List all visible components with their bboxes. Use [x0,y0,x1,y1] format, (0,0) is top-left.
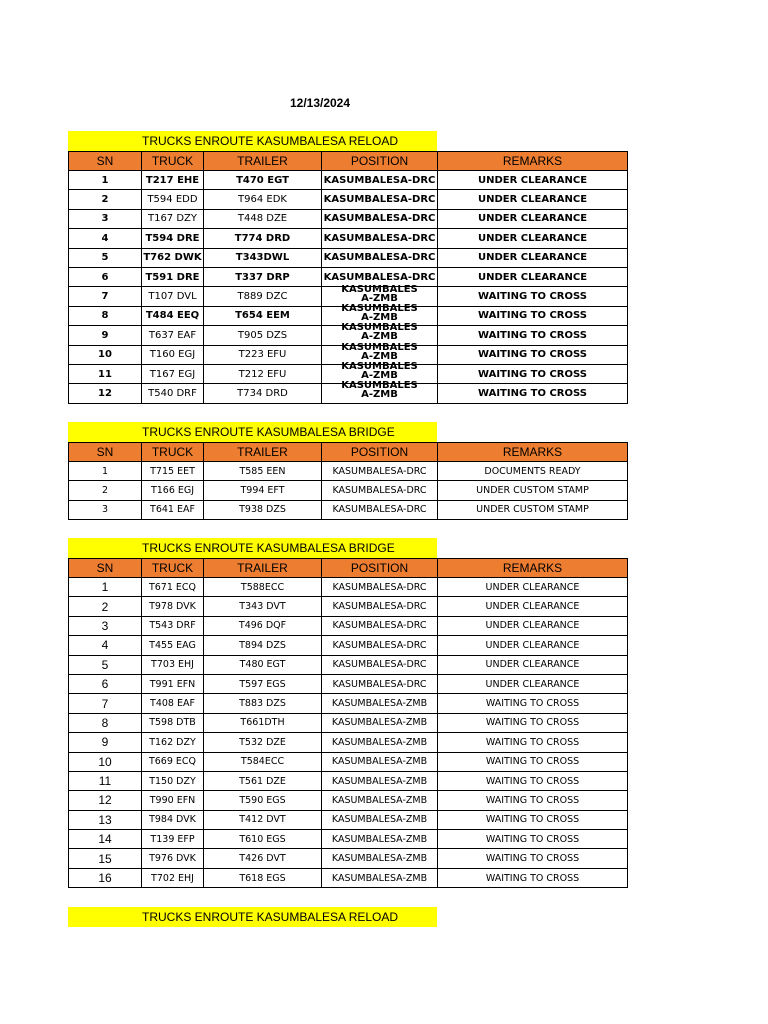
cell-sn: 9 [69,733,142,752]
cell-sn: 13 [69,810,142,829]
table-row [69,171,628,190]
cell-trailer: T470 EGT [204,171,322,190]
column-header-position: POSITION [322,559,438,578]
table-row [69,655,628,674]
cell-truck: T702 EHJ [142,868,204,887]
cell-remarks: WAITING TO CROSS [438,733,628,752]
cell-truck: T217 EHE [142,171,204,190]
column-header-sn: SN [69,152,142,171]
cell-remarks: WAITING TO CROSS [438,810,628,829]
cell-trailer: T337 DRP [204,267,322,286]
cell-trailer: T610 EGS [204,830,322,849]
cell-sn: 16 [69,868,142,887]
cell-remarks: WAITING TO CROSS [438,830,628,849]
cell-truck: T139 EFP [142,830,204,849]
cell-trailer: T561 DZE [204,771,322,790]
reload-table [68,151,628,404]
cell-position: KASUMBALESA-DRC [322,229,438,248]
cell-remarks: WAITING TO CROSS [438,752,628,771]
cell-trailer: T883 DZS [204,694,322,713]
cell-trailer: T774 DRD [204,229,322,248]
column-header-position: POSITION [322,443,438,462]
table-row [69,229,628,248]
cell-remarks: DOCUMENTS READY [438,462,628,481]
cell-truck: T598 DTB [142,713,204,732]
cell-truck: T978 DVK [142,597,204,616]
cell-truck: T543 DRF [142,616,204,635]
cell-sn: 7 [69,694,142,713]
cell-position: KASUMBALESA-DRC [322,462,438,481]
cell-trailer: T212 EFU [204,364,322,383]
cell-position: KASUMBALESA-DRC [322,500,438,519]
table-header-row [69,152,628,171]
cell-trailer: T618 EGS [204,868,322,887]
cell-remarks: WAITING TO CROSS [438,384,628,403]
cell-sn: 10 [69,752,142,771]
table-row [69,209,628,228]
bridge-table-2 [68,558,628,888]
table-row [69,384,628,403]
cell-truck: T762 DWK [142,248,204,267]
cell-remarks: UNDER CLEARANCE [438,229,628,248]
section-title-bridge: TRUCKS ENROUTE KASUMBALESA BRIDGE [68,422,437,442]
column-header-trailer: TRAILER [204,559,322,578]
cell-trailer: T734 DRD [204,384,322,403]
table-row [69,849,628,868]
cell-remarks: UNDER CLEARANCE [438,674,628,693]
table-row [69,500,628,519]
cell-truck: T984 DVK [142,810,204,829]
cell-trailer: T597 EGS [204,674,322,693]
column-header-position: POSITION [322,152,438,171]
cell-position: KASUMBALESA-ZMB [322,868,438,887]
table-row [69,830,628,849]
report-date: 12/13/2024 [289,96,351,110]
cell-truck: T641 EAF [142,500,204,519]
table-row [69,190,628,209]
cell-remarks: WAITING TO CROSS [438,713,628,732]
table-row [69,791,628,810]
cell-remarks: UNDER CLEARANCE [438,248,628,267]
cell-truck: T160 EGJ [142,345,204,364]
cell-trailer: T426 DVT [204,849,322,868]
cell-position: KASUMBALESA-DRC [322,190,438,209]
cell-position: KASUMBALESA-DRC [322,171,438,190]
cell-remarks: UNDER CLEARANCE [438,171,628,190]
cell-remarks: UNDER CLEARANCE [438,655,628,674]
column-header-truck: TRUCK [142,559,204,578]
cell-trailer: T894 DZS [204,636,322,655]
cell-remarks: UNDER CLEARANCE [438,578,628,597]
column-header-truck: TRUCK [142,443,204,462]
cell-position: KASUMBALESA-DRC [322,248,438,267]
cell-remarks: WAITING TO CROSS [438,345,628,364]
table-header-row [69,443,628,462]
table-row [69,810,628,829]
table-row [69,694,628,713]
cell-sn: 4 [69,229,142,248]
column-header-trailer: TRAILER [204,152,322,171]
cell-truck: T150 DZY [142,771,204,790]
table-row [69,597,628,616]
cell-sn: 2 [69,597,142,616]
table-row [69,868,628,887]
cell-remarks: WAITING TO CROSS [438,306,628,325]
table-row [69,713,628,732]
cell-truck: T167 EGJ [142,364,204,383]
cell-sn: 2 [69,190,142,209]
cell-remarks: UNDER CLEARANCE [438,267,628,286]
table-row [69,616,628,635]
cell-sn: 11 [69,364,142,383]
position-text: KASUMBALESA-ZMB [341,302,418,323]
table-row [69,248,628,267]
section-title-reload-2: TRUCKS ENROUTE KASUMBALESA RELOAD [68,907,437,927]
column-header-remarks: REMARKS [438,443,628,462]
cell-truck: T594 DRE [142,229,204,248]
column-header-truck: TRUCK [142,152,204,171]
cell-truck: T591 DRE [142,267,204,286]
cell-position: KASUMBALESA-ZMB [322,752,438,771]
cell-position: KASUMBALESA-DRC [322,674,438,693]
cell-trailer: T590 EGS [204,791,322,810]
position-text: KASUMBALESA-ZMB [341,283,418,304]
cell-position: KASUMBALESA-DRC [322,481,438,500]
cell-trailer: T905 DZS [204,326,322,345]
cell-truck: T669 ECQ [142,752,204,771]
cell-remarks: WAITING TO CROSS [438,364,628,383]
cell-position: KASUMBALESA-DRC [322,267,438,286]
cell-truck: T703 EHJ [142,655,204,674]
cell-sn: 12 [69,384,142,403]
cell-sn: 3 [69,616,142,635]
cell-remarks: UNDER CLEARANCE [438,209,628,228]
cell-remarks: WAITING TO CROSS [438,771,628,790]
column-header-remarks: REMARKS [438,152,628,171]
cell-trailer: T588ECC [204,578,322,597]
cell-trailer: T223 EFU [204,345,322,364]
cell-sn: 14 [69,830,142,849]
cell-position: KASUMBALESA-ZMB [322,810,438,829]
cell-trailer: T343 DVT [204,597,322,616]
cell-truck: T976 DVK [142,849,204,868]
cell-trailer: T412 DVT [204,810,322,829]
cell-truck: T167 DZY [142,209,204,228]
cell-sn: 3 [69,500,142,519]
cell-sn: 8 [69,306,142,325]
cell-position: KASUMBALESA-ZMB [322,791,438,810]
cell-sn: 1 [69,462,142,481]
cell-position: KASUMBALESA-DRC [322,616,438,635]
cell-trailer: T585 EEN [204,462,322,481]
cell-sn: 6 [69,267,142,286]
cell-position: KASUMBALESA-DRC [322,578,438,597]
cell-trailer: T654 EEM [204,306,322,325]
cell-sn: 1 [69,171,142,190]
cell-trailer: T964 EDK [204,190,322,209]
position-text: KASUMBALESA-ZMB [341,361,418,382]
cell-truck: T408 EAF [142,694,204,713]
table-row [69,733,628,752]
cell-truck: T990 EFN [142,791,204,810]
cell-trailer: T584ECC [204,752,322,771]
cell-position: KASUMBALESA-ZMB [322,830,438,849]
cell-sn: 3 [69,209,142,228]
cell-remarks: UNDER CLEARANCE [438,190,628,209]
position-text: KASUMBALESA-ZMB [341,341,418,362]
column-header-sn: SN [69,559,142,578]
cell-sn: 5 [69,655,142,674]
cell-remarks: WAITING TO CROSS [438,694,628,713]
cell-trailer: T343DWL [204,248,322,267]
table-header-row [69,559,628,578]
column-header-remarks: REMARKS [438,559,628,578]
cell-sn: 6 [69,674,142,693]
cell-truck: T671 ECQ [142,578,204,597]
cell-position [322,380,438,403]
cell-remarks: UNDER CLEARANCE [438,616,628,635]
cell-position: KASUMBALESA-ZMB [322,771,438,790]
cell-trailer: T532 DZE [204,733,322,752]
table-row [69,578,628,597]
cell-trailer: T994 EFT [204,481,322,500]
table-row [69,752,628,771]
cell-position: KASUMBALESA-DRC [322,655,438,674]
cell-sn: 15 [69,849,142,868]
section-title-reload: TRUCKS ENROUTE KASUMBALESA RELOAD [68,131,437,151]
cell-sn: 10 [69,345,142,364]
cell-position: KASUMBALESA-ZMB [322,733,438,752]
cell-remarks: UNDER CLEARANCE [438,636,628,655]
cell-sn: 1 [69,578,142,597]
cell-trailer: T496 DQF [204,616,322,635]
cell-sn: 4 [69,636,142,655]
cell-truck: T455 EAG [142,636,204,655]
cell-truck: T540 DRF [142,384,204,403]
section-title-bridge-2: TRUCKS ENROUTE KASUMBALESA BRIDGE [68,538,437,558]
cell-truck: T484 EEQ [142,306,204,325]
cell-position: KASUMBALESA-ZMB [322,849,438,868]
cell-position: KASUMBALESA-DRC [322,209,438,228]
table-row [69,481,628,500]
cell-trailer: T938 DZS [204,500,322,519]
cell-trailer: T448 DZE [204,209,322,228]
cell-remarks: WAITING TO CROSS [438,287,628,306]
cell-sn: 9 [69,326,142,345]
column-header-sn: SN [69,443,142,462]
cell-truck: T162 DZY [142,733,204,752]
cell-sn: 5 [69,248,142,267]
bridge-table [68,442,628,520]
cell-truck: T166 EGJ [142,481,204,500]
cell-remarks: WAITING TO CROSS [438,849,628,868]
cell-sn: 12 [69,791,142,810]
cell-position: KASUMBALESA-ZMB [322,694,438,713]
position-text: KASUMBALESA-ZMB [341,322,418,343]
table-row [69,462,628,481]
cell-sn: 2 [69,481,142,500]
cell-sn: 8 [69,713,142,732]
cell-remarks: WAITING TO CROSS [438,791,628,810]
cell-remarks: WAITING TO CROSS [438,326,628,345]
cell-truck: T637 EAF [142,326,204,345]
cell-remarks: UNDER CUSTOM STAMP [438,481,628,500]
cell-trailer: T889 DZC [204,287,322,306]
cell-sn: 11 [69,771,142,790]
cell-truck: T594 EDD [142,190,204,209]
position-text: KASUMBALESA-ZMB [341,380,418,401]
cell-position: KASUMBALESA-DRC [322,597,438,616]
cell-position: KASUMBALESA-ZMB [322,713,438,732]
cell-truck: T991 EFN [142,674,204,693]
cell-remarks: UNDER CUSTOM STAMP [438,500,628,519]
cell-position: KASUMBALESA-DRC [322,636,438,655]
table-row [69,771,628,790]
cell-sn: 7 [69,287,142,306]
cell-remarks: UNDER CLEARANCE [438,597,628,616]
cell-trailer: T480 EGT [204,655,322,674]
cell-trailer: T661DTH [204,713,322,732]
table-row [69,636,628,655]
cell-truck: T715 EET [142,462,204,481]
column-header-trailer: TRAILER [204,443,322,462]
cell-truck: T107 DVL [142,287,204,306]
cell-remarks: WAITING TO CROSS [438,868,628,887]
table-row [69,674,628,693]
